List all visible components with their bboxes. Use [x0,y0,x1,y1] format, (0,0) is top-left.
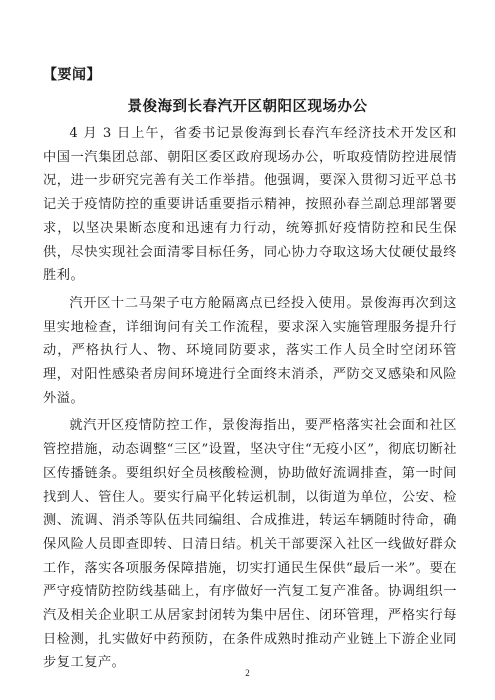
section-tag: 【要闻】 [43,67,101,83]
article-body [43,122,457,675]
article-headline: 景俊海到长春汽开区朝阳区现场办公 [127,98,368,115]
paragraph: 汽开区十二马架子屯方舱隔离点已经投入使用。景俊海再次到这里实地检查，详细询问有关工作流程，要求深入实施管理服务提升行动，严格执行人、物、环境同防要求，落实工作人员全时空闭环管理，对阳性感染者房间环境进行全面终末消杀，严防交叉感染和风险外溢。 [43,295,457,406]
paragraph: 就汽开区疫情防控工作，景俊海指出，要严格落实社会面和社区管控措施，动态调整“三区”设置，坚决守住“无疫小区”，彻底切断社区传播链条。要组织好全员核酸检测，协助做好流调排查，第一时间找到人、管住人。要实行扁平化转运机制，以街道为单位，公安、检测、流调、消杀等队伍共同编组、合成推进，转运车辆随时待命，确保风险人员即查即转、日清日结。机关干部要深入社区一线做好群众工作，落实各项服务保障措施，切实打通民生保供“最后一米”。要在严守疫情防控防线基础上，有序做好一汽复工复产准备。协调组织一汽及相关企业职工从居家封闭转为集中居住、闭环管理，严格实行每日检测，扎实做好中药预防，在条件成熟时推动产业链上下游企业同步复工复产。 [43,418,457,671]
paragraph: 4 月 3 日上午，省委书记景俊海到长春汽车经济技术开发区和中国一汽集团总部、朝阳区委区政府现场办公，听取疫情防控进展情况，进一步研究完善有关工作举措。他强调，要深入贯彻习近平总书记关于疫情防控的重要讲话重要指示精神，按照孙春兰副总理部署要求，以坚决果断态度和迅速有力行动，统筹抓好疫情防控和民生保供，尽快实现社会面清零目标任务，同心协力夺取这场大仗硬仗最终胜利。 [43,126,457,284]
page-number: 2 [245,668,250,678]
